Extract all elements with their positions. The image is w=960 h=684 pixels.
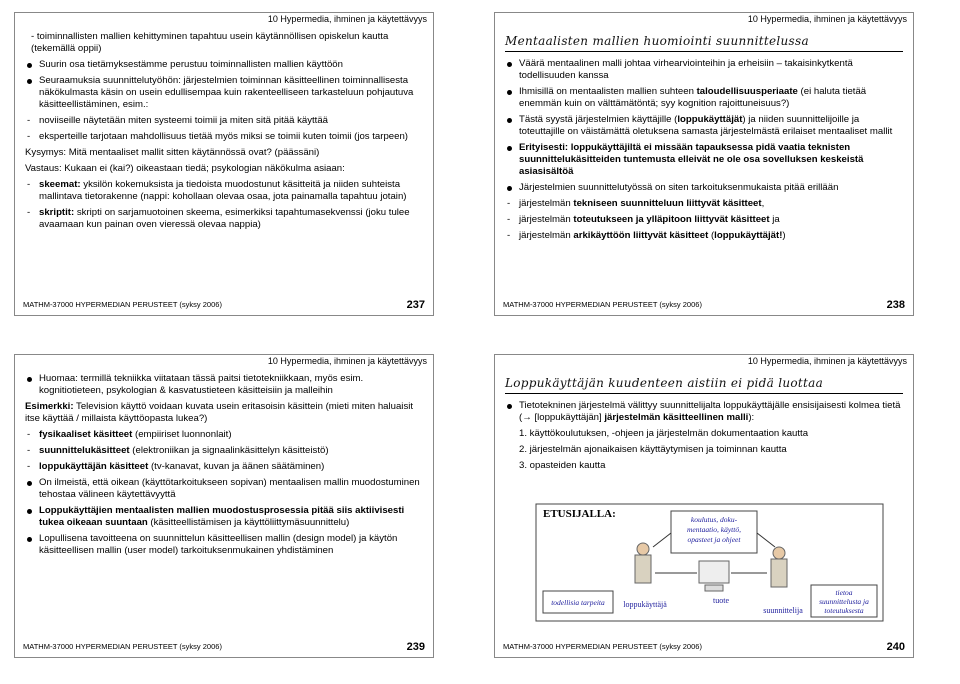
title-rule bbox=[505, 51, 903, 52]
footer: MATHM-37000 HYPERMEDIAN PERUSTEET (syksy 2006) bbox=[23, 642, 222, 651]
numbered-item: 3. opasteiden kautta bbox=[519, 460, 606, 471]
dash-item: - suunnittelukäsitteet (elektroniikan ja signaalinkäsittelyn käsitteistö) bbox=[27, 445, 329, 456]
slide-body bbox=[25, 31, 423, 235]
example: Esimerkki: Television käyttö voidaan kuvata usein eritasoisin käsittein (mieti miten haluaisit itse käyttää / millaista käyttöopasta lukea?) bbox=[25, 401, 414, 424]
numbered-item: 1. käyttökoulutuksen, -ohjeen ja järjestelmän dokumentaation kautta bbox=[519, 428, 809, 439]
dash-item: - loppukäyttäjän käsitteet (tv-kanavat, kuvan ja äänen säätäminen) bbox=[27, 461, 325, 472]
page-number: 237 bbox=[406, 299, 425, 311]
running-header: 10 Hypermedia, ihminen ja käytettävyys bbox=[267, 356, 427, 366]
slide-240 bbox=[494, 354, 914, 658]
bullet: Lopullisena tavoitteena on suunnittelun käsitteellisen mallin (design model) ja käytön käsitteellisen mallin (user model) tarkoituksenmukainen yhdistäminen bbox=[25, 533, 423, 557]
text-line: - toiminnallisten mallien kehittyminen tapahtuu usein käytännöllisen opiskelun kautta (tekemällä oppii) bbox=[31, 31, 389, 54]
figure-heading: ETUSIJALLA: bbox=[543, 508, 616, 520]
footer: MATHM-37000 HYPERMEDIAN PERUSTEET (syksy 2006) bbox=[503, 642, 702, 651]
bullet: On ilmeistä, että oikean (käyttötarkoitukseen sopivan) mentaalisen mallin muodostuminen tehostaa välineen käytettävyyttä bbox=[25, 477, 423, 501]
dash-item: - järjestelmän tekniseen suunnitteluun liittyvät käsitteet, bbox=[507, 198, 765, 209]
dash-item: - skeemat: yksilön kokemuksista ja tiedoista muodostunut käsitteitä ja niiden suhteista mallintava tietorakenne (nappi: kohollaan olevaa osaa, jota painamalla tapahtuu jotain) bbox=[27, 179, 407, 202]
page-number: 239 bbox=[406, 641, 425, 653]
computer-icon bbox=[699, 561, 729, 583]
box-design-label: tietoa suunnittelusta ja toteutuksesta bbox=[819, 588, 869, 615]
bullet: Ihmisillä on mentaalisten mallien suhteen taloudellisuusperiaate (ei haluta tietää enemmän kuin on välttämätöntä; syy kognition rajoittuneisuus?) bbox=[505, 86, 903, 110]
footer: MATHM-37000 HYPERMEDIAN PERUSTEET (syksy 2006) bbox=[23, 300, 222, 309]
dash-item: - eksperteille tarjotaan mahdollisuus tietää myös miksi se toimii kuten toimii (jos tarpeen) bbox=[27, 131, 408, 142]
label-user: loppukäyttäjä bbox=[623, 600, 667, 609]
user-icon bbox=[635, 555, 651, 583]
bullet: Huomaa: termillä tekniikka viitataan tässä paitsi tietotekniikkaan, myös esim. kognitiotieteen, psykologian & kasvatustieteen käsitteisiin ja malleihin bbox=[25, 373, 423, 397]
slide-237 bbox=[14, 12, 434, 316]
question: Kysymys: Mitä mentaaliset mallit sitten käytännössä ovat? (päässäni) bbox=[25, 147, 320, 158]
keyboard-icon bbox=[705, 585, 723, 591]
running-header: 10 Hypermedia, ihminen ja käytettävyys bbox=[267, 14, 427, 24]
bullet: Järjestelmien suunnittelutyössä on siten tarkoituksenmukaista pitää erillään bbox=[505, 182, 903, 194]
box-training-label: koulutus, doku-mentaatio, käyttö, opasteet ja ohjeet bbox=[687, 515, 741, 544]
designer-head-icon bbox=[773, 547, 785, 559]
user-head-icon bbox=[637, 543, 649, 555]
bullet: Väärä mentaalinen malli johtaa virhearviointeihin ja erheisiin – takaisinkytkentä todellisuuden kanssa bbox=[505, 58, 903, 82]
label-product: tuote bbox=[713, 596, 729, 605]
bullet: Erityisesti: loppukäyttäjiltä ei missään tapauksessa pidä vaatia teknisten suunnittelukäsitteiden tuntemusta elleivät ne ole osa sovelluksen keskeistä asiasisältöä bbox=[505, 142, 903, 178]
slide-239 bbox=[14, 354, 434, 658]
slide-body bbox=[25, 373, 423, 561]
slide-title: Loppukäyttäjän kuudenteen aistiin ei pidä luottaa bbox=[505, 376, 824, 390]
answer: Vastaus: Kukaan ei (kai?) oikeastaan tiedä; psykologian näkökulma asiaan: bbox=[25, 163, 345, 174]
bullet: Suurin osa tietämyksestämme perustuu toiminnallisten mallien käyttöön bbox=[25, 59, 423, 71]
bullet: Tietotekninen järjestelmä välittyy suunnittelijalta loppukäyttäjälle ensisijaisesti kolmea tietä (→ [loppukäyttäjän] järjestelmän käsitteellinen malli): bbox=[505, 400, 903, 424]
slide-body bbox=[505, 373, 903, 476]
running-header: 10 Hypermedia, ihminen ja käytettävyys bbox=[747, 356, 907, 366]
bullet: Loppukäyttäjien mentaalisten mallien muodostusprosessia pitää siis aktiivisesti tukea oikeaan suuntaan (käsitteellistämisen ja käyttöliittymäsuunnittelu) bbox=[25, 505, 423, 529]
arrow-icon: → bbox=[522, 412, 532, 423]
bullet: Tästä syystä järjestelmien käyttäjille (loppukäyttäjät) ja niiden suunnittelijoille ja toteuttajille on väistämättä oletuksena samasta järjestelmästä erilaiset mentaaliset mallit bbox=[505, 114, 903, 138]
dash-item: - järjestelmän arkikäyttöön liittyvät käsitteet (loppukäyttäjät!) bbox=[507, 230, 786, 241]
communication-figure bbox=[535, 503, 885, 623]
dash-item: - järjestelmän toteutukseen ja ylläpitoon liittyvät käsitteet ja bbox=[507, 214, 780, 225]
slide-body bbox=[505, 31, 903, 246]
footer: MATHM-37000 HYPERMEDIAN PERUSTEET (syksy 2006) bbox=[503, 300, 702, 309]
label-designer: suunnittelija bbox=[763, 606, 803, 615]
label-real-needs: todellisia tarpeita bbox=[551, 598, 605, 607]
title-rule bbox=[505, 393, 903, 394]
slide-title: Mentaalisten mallien huomiointi suunnittelussa bbox=[505, 34, 809, 48]
page-number: 238 bbox=[886, 299, 905, 311]
dash-item: - noviiseille näytetään miten systeemi toimii ja miten sitä pitää käyttää bbox=[27, 115, 329, 126]
slide-238 bbox=[494, 12, 914, 316]
page-number: 240 bbox=[886, 641, 905, 653]
running-header: 10 Hypermedia, ihminen ja käytettävyys bbox=[747, 14, 907, 24]
numbered-item: 2. järjestelmän ajonaikaisen käyttäytymisen ja toiminnan kautta bbox=[519, 444, 787, 455]
bullet: Seuraamuksia suunnittelutyöhön: järjestelmien toiminnan käsitteellinen toiminnallisesta näkökulmasta käsin on usein edullisempaa kuin rakenteelliseen tarkasteluun pohjautuva käsitteellistäminen, esim.: bbox=[25, 75, 423, 111]
dash-item: - skriptit: skripti on sarjamuotoinen skeema, esimerkiksi tapahtumasekvenssi (joku tulee avaamaan kun painan oven vieressä olevaa nappia) bbox=[27, 207, 410, 230]
dash-item: - fysikaaliset käsitteet (empiiriset luonnonlait) bbox=[27, 429, 232, 440]
designer-icon bbox=[771, 559, 787, 587]
